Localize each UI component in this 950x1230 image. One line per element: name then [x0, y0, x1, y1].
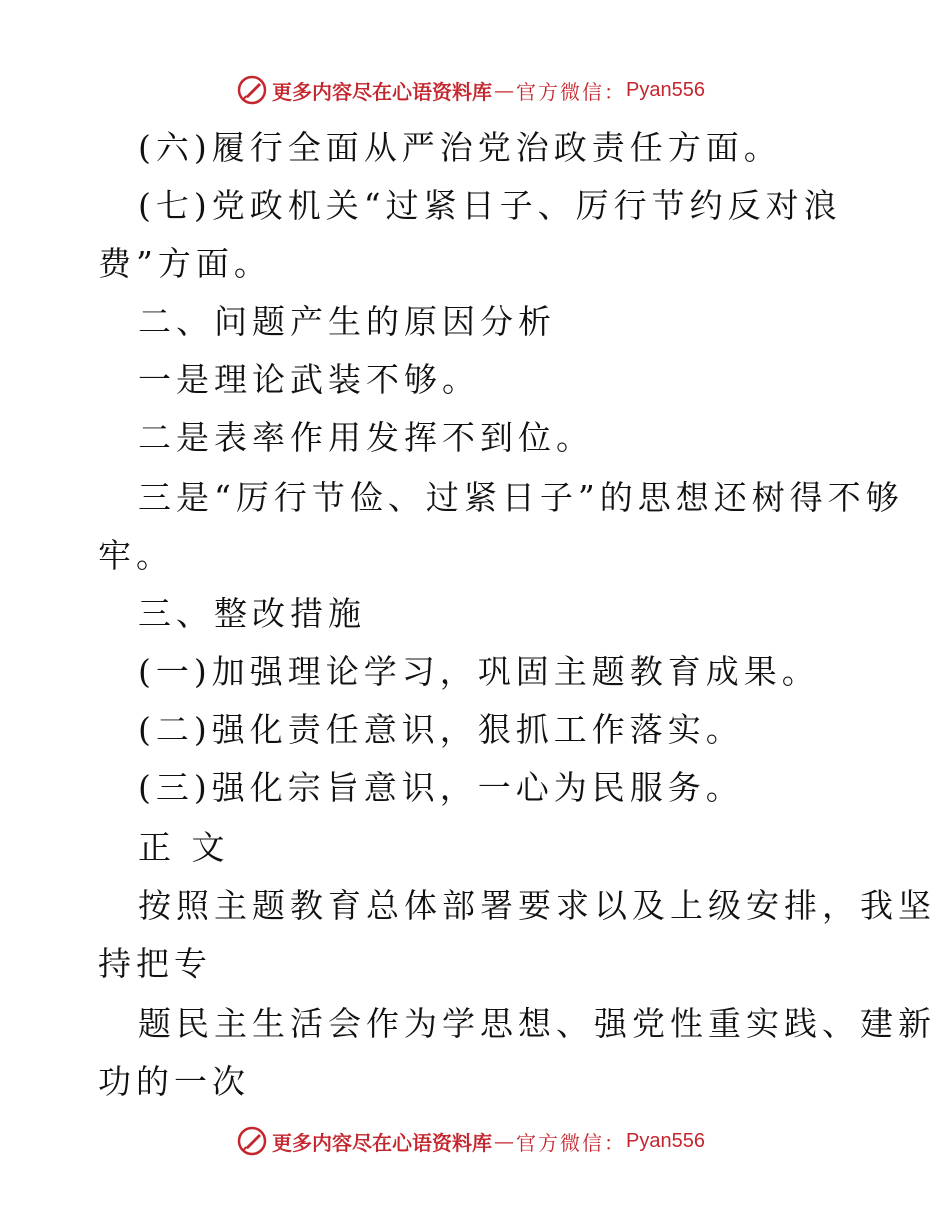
section-heading: 三、整改措施	[138, 594, 366, 633]
watermark-id: Pyan556	[626, 78, 705, 101]
section-heading: 正 文	[138, 828, 230, 867]
text-line: (二)强化责任意识，狠抓工作落实。	[138, 710, 744, 749]
text-line: (三)强化宗旨意识，一心为民服务。	[138, 768, 744, 807]
quill-logo-icon	[236, 1125, 268, 1157]
watermark-sub-text: 官方微信：	[516, 1130, 626, 1155]
watermark-id: Pyan556	[626, 1129, 705, 1152]
watermark-main-text: 更多内容尽在心语资料库	[272, 1130, 492, 1155]
text-line: 费”方面。	[98, 244, 272, 283]
text-line: (七)党政机关“过紧日子、厉行节约反对浪	[138, 186, 842, 225]
section-heading: 二、问题产生的原因分析	[138, 302, 556, 341]
text-line: 题民主生活会作为学思想、强党性重实践、建新	[138, 1004, 936, 1043]
text-line: 一是理论武装不够。	[138, 360, 480, 399]
text-line: 牢。	[98, 536, 174, 575]
text-line: (六)履行全面从严治党治政责任方面。	[138, 128, 782, 167]
text-line: 二是表率作用发挥不到位。	[138, 418, 594, 457]
watermark-main-text: 更多内容尽在心语资料库	[272, 79, 492, 104]
text-line: 功的一次	[98, 1062, 250, 1101]
text-line: (一)加强理论学习，巩固主题教育成果。	[138, 652, 820, 691]
watermark-dash: —	[494, 78, 514, 102]
text-line: 持把专	[98, 944, 212, 983]
text-line: 按照主题教育总体部署要求以及上级安排，我坚	[138, 886, 936, 925]
watermark-dash: —	[494, 1129, 514, 1153]
text-line: 三是“厉行节俭、过紧日子”的思想还树得不够	[138, 478, 904, 517]
footer-watermark	[236, 1123, 705, 1159]
watermark-sub-text: 官方微信：	[516, 79, 626, 104]
